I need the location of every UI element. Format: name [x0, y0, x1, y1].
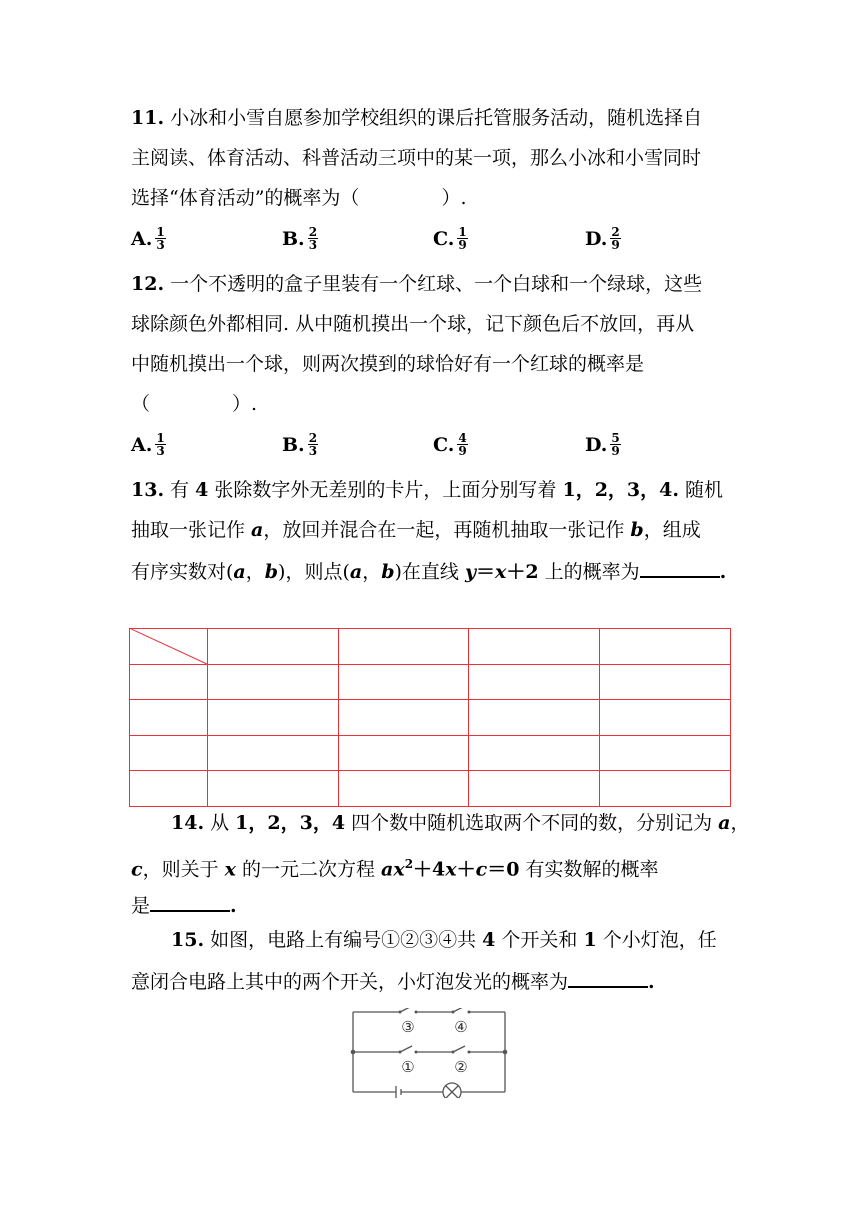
table-cell[interactable]: [130, 736, 208, 771]
equals-sign: ＝: [476, 561, 496, 583]
var-b: b: [264, 561, 279, 583]
plus-sign: ＋: [456, 858, 476, 881]
q15-count-1: 1: [583, 929, 597, 951]
q15-answer-blank[interactable]: [568, 968, 648, 988]
q14-line-1: [171, 811, 749, 835]
q15-text: 意闭合电路上其中的两个开关，小灯泡发光的概率为: [131, 971, 569, 993]
q13-text: 抽取一张记作: [131, 519, 252, 541]
var-c: c: [475, 858, 488, 881]
option-label: D.: [585, 433, 608, 456]
q12-text-4-end: ）.: [232, 393, 258, 415]
fraction-denominator: 3: [308, 444, 318, 458]
term-plus-4: ＋4: [413, 858, 446, 881]
table-cell[interactable]: [469, 629, 600, 665]
q14-numbers: 1，2，3，4: [235, 812, 346, 834]
fraction-denominator: 9: [611, 238, 620, 252]
fraction: [308, 432, 318, 457]
fraction: [308, 226, 318, 251]
table-cell[interactable]: [600, 736, 731, 771]
table-cell[interactable]: [600, 665, 731, 700]
fraction: [610, 432, 620, 457]
fraction: [155, 226, 165, 251]
q13-text: ，组成: [643, 519, 701, 541]
q11-text-3-end: ）.: [441, 187, 467, 209]
switch-1-lever: [400, 1046, 412, 1052]
var-x: x: [224, 858, 236, 881]
exponent: 2: [404, 857, 414, 871]
q15-line-1: [171, 928, 717, 952]
fraction-denominator: 9: [611, 444, 620, 458]
q12-line-2: 球除颜色外都相同. 从中随机摸出一个球，记下颜色后不放回，再从: [131, 313, 695, 335]
table-diagonal-line: [129, 628, 209, 665]
q11-number: 11.: [131, 107, 165, 129]
table-cell[interactable]: [207, 665, 338, 700]
var-b: b: [381, 561, 395, 583]
q14-text: ，则关于: [142, 858, 225, 881]
fraction-numerator: 1: [156, 225, 165, 239]
q12-option-b[interactable]: [282, 432, 318, 457]
q13-number-4: 4: [195, 479, 209, 501]
var-x: x: [495, 561, 507, 583]
fraction-numerator: 2: [308, 225, 318, 239]
q15-count-4: 4: [482, 929, 496, 951]
table-cell[interactable]: [469, 700, 600, 736]
table-cell[interactable]: [207, 629, 338, 665]
q15-number: 15.: [171, 929, 205, 951]
q13-period: .: [719, 561, 727, 583]
junction-dot-right: [503, 1050, 508, 1055]
option-label: C.: [433, 227, 455, 250]
q13-number: 13.: [131, 479, 165, 501]
q11-line-1: [131, 106, 702, 130]
table-cell[interactable]: [600, 771, 731, 807]
q12-line-4: [131, 392, 257, 416]
switch-3-lever: [400, 1008, 412, 1012]
switch-label-3: ③: [401, 1018, 415, 1036]
table-cell[interactable]: [469, 665, 600, 700]
option-label: A.: [131, 433, 153, 456]
q15-text: 如图，电路上有编号①②③④共: [204, 929, 483, 951]
plus-two: ＋2: [506, 561, 539, 583]
q14-period: .: [230, 895, 237, 917]
option-label: D.: [585, 227, 608, 250]
fraction: [457, 432, 467, 457]
q15-text: 个开关和: [495, 929, 584, 951]
q12-line-3: 中随机摸出一个球，则两次摸到的球恰好有一个红球的概率是: [131, 353, 645, 375]
fraction: [155, 432, 165, 457]
option-label: A.: [131, 227, 153, 250]
q13-text: 有序实数对(: [131, 561, 234, 583]
fraction-numerator: 4: [458, 431, 467, 445]
var-a: a: [349, 561, 363, 583]
table-cell[interactable]: [338, 665, 469, 700]
table-cell[interactable]: [338, 771, 469, 807]
fraction-numerator: 5: [611, 431, 620, 445]
fraction-numerator: 2: [308, 431, 318, 445]
option-label: B.: [282, 433, 305, 456]
switch-4-lever: [453, 1008, 465, 1012]
circuit-diagram: [350, 1008, 510, 1098]
q11-line-3: [131, 186, 466, 210]
table-cell[interactable]: [338, 629, 469, 665]
var-a: a: [233, 561, 246, 583]
q13-text: 上的概率为: [538, 561, 640, 583]
fraction-denominator: 3: [156, 238, 165, 252]
fraction: [610, 226, 620, 251]
q14-answer-blank[interactable]: [150, 892, 230, 912]
table-cell[interactable]: [600, 700, 731, 736]
table-cell[interactable]: [338, 700, 469, 736]
q15-text: 个小灯泡，任: [596, 929, 717, 951]
var-c: c: [131, 858, 143, 881]
var-a: a: [251, 519, 264, 541]
switch-2-lever: [453, 1046, 465, 1052]
q12-text-1: 一个不透明的盒子里装有一个红球、一个白球和一个绿球，这些: [164, 273, 703, 295]
fraction-denominator: 9: [458, 444, 467, 458]
lamp-bulb: [443, 1083, 461, 1098]
q11-line-2: 主阅读、体育活动、科普活动三项中的某一项，那么小冰和小雪同时: [131, 147, 702, 169]
switch-label-4: ④: [454, 1018, 468, 1036]
q11-text-3: 选择“体育活动”的概率为（: [131, 187, 360, 209]
fraction-numerator: 1: [458, 225, 467, 239]
table-cell[interactable]: [130, 665, 208, 700]
q12-option-d[interactable]: [585, 432, 621, 457]
q11-option-b[interactable]: [282, 226, 318, 251]
q14-line-2: [131, 852, 658, 881]
fraction-denominator: 3: [308, 238, 318, 252]
q11-option-a[interactable]: [131, 226, 166, 251]
table-cell[interactable]: [207, 736, 338, 771]
q13-card-numbers: 1，2，3，4.: [562, 479, 679, 501]
q14-text: 四个数中随机选取两个不同的数，分别记为: [345, 812, 719, 834]
table-cell[interactable]: [130, 700, 208, 736]
table-cell[interactable]: [207, 771, 338, 807]
junction-dot-left: [351, 1050, 356, 1055]
q13-text: 随机: [678, 479, 724, 501]
q12-text-4: （: [131, 393, 151, 415]
q13-line-1: [131, 478, 723, 502]
q13-text: ，: [362, 561, 382, 583]
var-y: y: [464, 561, 476, 583]
fraction-numerator: 1: [156, 431, 165, 445]
q14-text: 是: [131, 895, 151, 917]
q13-line-2: [131, 518, 701, 542]
fraction-denominator: 3: [156, 444, 165, 458]
var-a: a: [718, 812, 731, 834]
switch-label-1: ①: [401, 1058, 415, 1076]
q13-text: )，则点(: [278, 561, 350, 583]
q11-option-c[interactable]: [433, 226, 468, 251]
q11-option-d[interactable]: [585, 226, 621, 251]
q13-text: ，放回并混合在一起，再随机抽取一张记作: [263, 519, 631, 541]
q13-text: )在直线: [394, 561, 465, 583]
q14-text: ，: [730, 812, 750, 834]
q14-line-3: [131, 892, 237, 918]
q11-text-1: 小冰和小雪自愿参加学校组织的课后托管服务活动，随机选择自: [164, 107, 703, 129]
q13-text: ，: [245, 561, 265, 583]
q13-text: 张除数字外无差别的卡片，上面分别写着: [208, 479, 563, 501]
table-cell[interactable]: [469, 736, 600, 771]
q15-line-2: [131, 968, 655, 994]
q13-answer-blank[interactable]: [640, 558, 720, 578]
q13-text: 有: [164, 479, 196, 501]
q12-number: 12.: [131, 273, 165, 295]
option-label: B.: [282, 227, 305, 250]
equals-zero: ＝0: [487, 858, 520, 881]
q12-line-1: [131, 272, 702, 296]
table-cell[interactable]: [130, 771, 208, 807]
table-cell[interactable]: [338, 736, 469, 771]
var-b: b: [630, 519, 644, 541]
probability-table: [129, 628, 731, 807]
table-cell[interactable]: [600, 629, 731, 665]
q14-text: 从: [204, 812, 236, 834]
q13-line-3: [131, 558, 726, 584]
q14-text: 的一元二次方程: [235, 858, 382, 881]
var-x: x: [445, 858, 457, 881]
fraction-denominator: 9: [458, 238, 467, 252]
q12-option-a[interactable]: [131, 432, 166, 457]
q14-number: 14.: [171, 812, 205, 834]
switch-label-2: ②: [454, 1058, 468, 1076]
option-label: C.: [433, 433, 455, 456]
table-cell[interactable]: [207, 700, 338, 736]
q14-text: 有实数解的概率: [519, 858, 659, 881]
fraction-numerator: 2: [611, 225, 620, 239]
term-ax: ax: [381, 858, 405, 881]
fraction: [457, 226, 467, 251]
table-cell[interactable]: [469, 771, 600, 807]
q12-option-c[interactable]: [433, 432, 468, 457]
q15-period: .: [648, 971, 655, 993]
